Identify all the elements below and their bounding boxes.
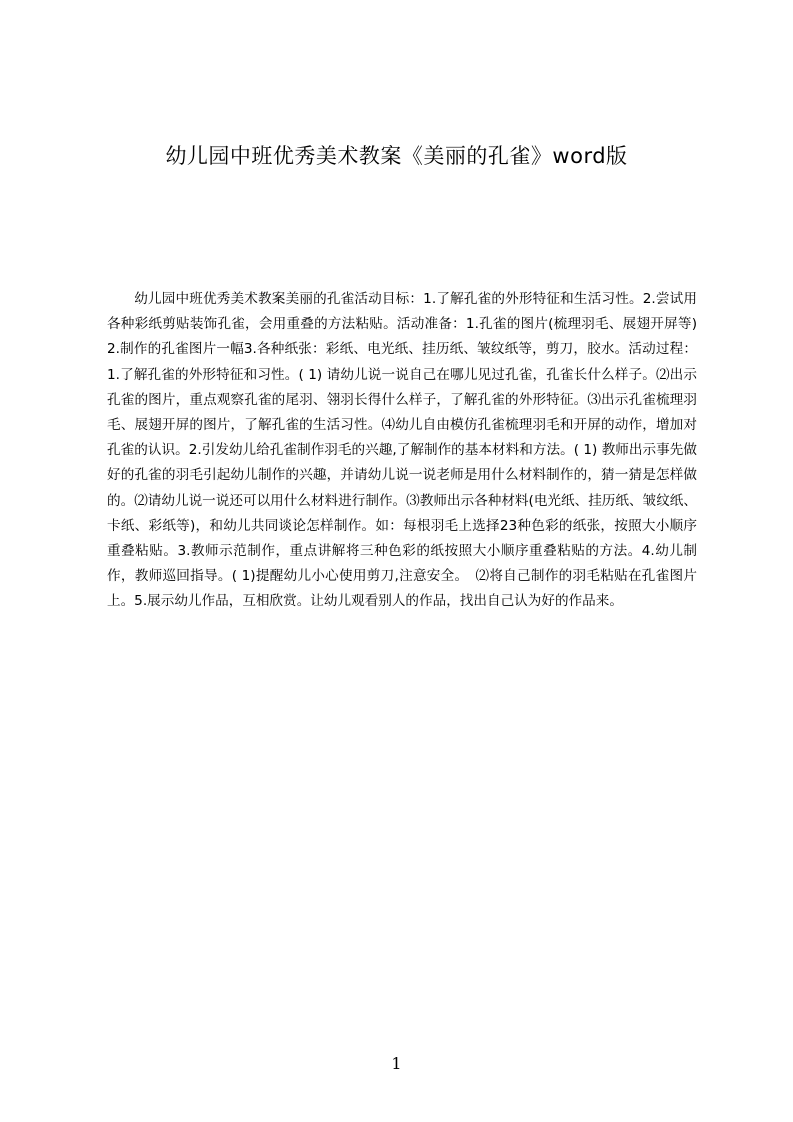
document-title: 幼儿园中班优秀美术教案《美丽的孔雀》word版 — [165, 144, 628, 168]
document-body-paragraph: 幼儿园中班优秀美术教案美丽的孔雀活动目标：1.了解孔雀的外形特征和生活习性。2.尝试用各种彩纸剪贴装饰孔雀，会用重叠的方法粘贴。活动准备：1.孔雀的图片(梳理羽毛、展翅开屏等)2.制作的孔雀图片一幅3.各种纸张：彩纸、电光纸、挂历纸、皱纹纸等，剪刀，胶水。活动过程：1.了解孔雀的外形特征和习性。( 1) 请幼儿说一说自己在哪儿见过孔雀，孔雀长什么样子。⑵出示孔雀的图片，重点观察孔雀的尾羽、翎羽长得什么样子，了解孔雀的外形特征。⑶出示孔雀梳理羽毛、展翅开屏的图片，了解孔雀的生活习性。⑷幼儿自由模仿孔雀梳理羽毛和开屏的动作，增加对孔雀的认识。2.引发幼儿给孔雀制作羽毛的兴趣,了解制作的基本材料和方法。( 1) 教师出示事先做好的孔雀的羽毛引起幼儿制作的兴趣，并请幼儿说一说老师是用什么材料制作的，猜一猜是怎样做的。⑵请幼儿说一说还可以用什么材料进行制作。⑶教师出示各种材料(电光纸、挂历纸、皱纹纸、卡纸、彩纸等)，和幼儿共同谈论怎样制作。如：每根羽毛上选择23种色彩的纸张，按照大小顺序重叠粘贴。3.教师示范制作，重点讲解将三种色彩的纸按照大小顺序重叠粘贴的方法。4.幼儿制作，教师巡回指导。( 1)提醒幼儿小心使用剪刀,注意安全。 ⑵将自己制作的羽毛粘贴在孔雀图片上。5.展示幼儿作品，互相欣赏。让幼儿观看别人的作品，找出自己认为好的作品来。 — [107, 291, 697, 610]
page-number: 1 — [391, 1054, 402, 1073]
